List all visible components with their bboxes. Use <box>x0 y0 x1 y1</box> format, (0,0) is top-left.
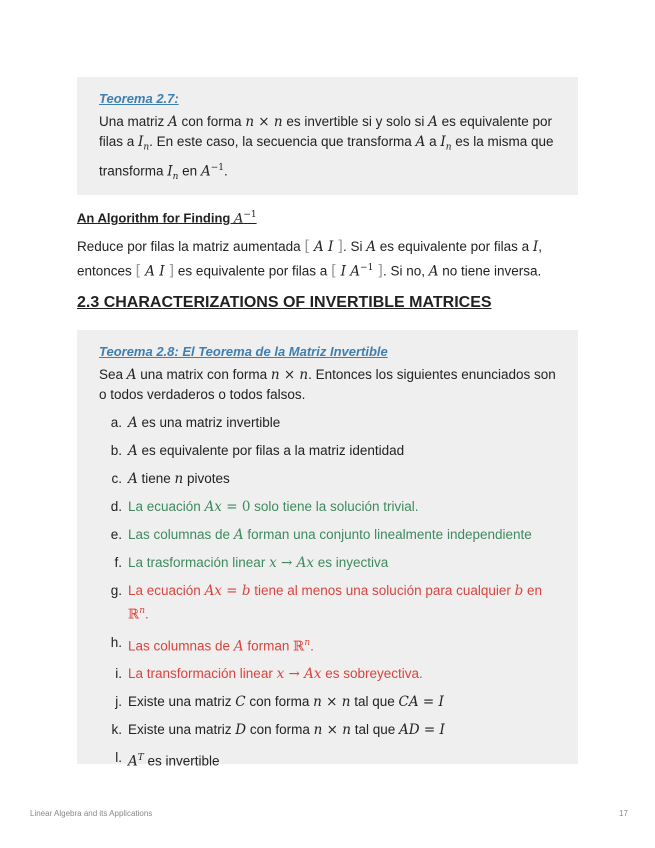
math-sub-n: n <box>445 142 452 153</box>
math: D <box>235 722 247 738</box>
list-item-text <box>128 497 419 517</box>
list-item-text <box>128 525 532 545</box>
text: es equivalente por filas a la matriz identidad <box>137 443 405 458</box>
text: . <box>310 638 314 653</box>
list-item-j <box>99 692 556 712</box>
text: Una matriz <box>99 114 169 129</box>
math: = 0 <box>221 499 251 515</box>
text: pivotes <box>183 471 230 486</box>
math-sup: T <box>137 753 144 763</box>
list-item-d <box>99 497 556 517</box>
text: La transformación linear <box>128 666 277 681</box>
math-A: A <box>126 367 137 383</box>
text: La ecuación <box>128 499 205 514</box>
math-sup-inverse: −1 <box>243 210 257 220</box>
text: Existe una matriz <box>128 694 236 709</box>
list-item-b <box>99 441 556 461</box>
math-augmented: I A <box>340 263 361 280</box>
text: es equivalente por filas a <box>376 239 533 254</box>
math-augmented: A I <box>145 263 165 280</box>
math-augmented: A I <box>314 239 334 255</box>
math-reals: ℝ <box>293 638 305 654</box>
text: Las columnas de <box>128 527 234 542</box>
text: en <box>178 163 201 179</box>
list-item-i <box>99 664 556 684</box>
list-item-h <box>99 633 556 657</box>
math: n × n <box>313 722 351 738</box>
list-letter: i. <box>115 666 122 681</box>
math: Ax = b <box>204 583 251 599</box>
math-A: A <box>233 211 244 227</box>
section-heading: 2.3 CHARACTERIZATIONS OF INVERTIBLE MATRICES <box>77 294 492 311</box>
theorem-2-8-box <box>77 330 578 770</box>
text: Sea <box>99 367 127 382</box>
math-A: A <box>428 114 438 130</box>
list-letter: a. <box>110 415 122 430</box>
text: es equivalente por filas a <box>174 263 332 279</box>
text: Existe una matriz <box>128 722 236 737</box>
statement-list <box>99 413 556 772</box>
math-I: I <box>167 163 173 180</box>
text: una matrix con forma <box>136 367 271 382</box>
math: A <box>128 443 138 459</box>
algorithm-heading <box>77 210 257 226</box>
list-item-g <box>99 581 556 625</box>
math-A: A <box>428 263 439 280</box>
text: forman una conjunto linealmente independiente <box>243 527 532 542</box>
math-A: A <box>415 134 426 150</box>
list-letter: d. <box>110 499 122 514</box>
math: A <box>233 638 244 654</box>
math-sup-inverse: −1 <box>210 162 224 173</box>
text: es invertible si y solo si <box>282 114 429 129</box>
list-letter: h. <box>110 634 122 650</box>
text: An Algorithm for Finding <box>77 210 234 226</box>
list-letter: j. <box>115 694 122 709</box>
math-A: A <box>168 114 178 130</box>
text: . Si no, <box>382 263 429 279</box>
text: con forma <box>177 114 246 129</box>
text: . Entonces los siguientes enunciados son o todos verdaderos o todos falsos. <box>99 367 556 402</box>
list-letter: b. <box>110 443 122 458</box>
math-sub-n: n <box>143 142 150 153</box>
list-item-text <box>128 664 423 684</box>
list-letter: g. <box>110 583 122 598</box>
math: x → Ax <box>276 666 322 682</box>
list-item-text <box>128 469 230 489</box>
list-letter: k. <box>111 722 122 737</box>
theorem-2-7-body <box>99 112 556 187</box>
theorem-2-7-title: Teorema 2.7: <box>99 91 179 106</box>
text: solo tiene la solución trivial. <box>250 499 419 514</box>
algorithm-body <box>77 236 587 283</box>
footer-title: Linear Algebra and its Applications <box>30 809 153 818</box>
math: CA = I <box>398 694 444 710</box>
math: n <box>174 471 184 487</box>
bracket-open: [ <box>331 261 337 280</box>
list-item-text <box>128 633 314 657</box>
math-A: A <box>200 163 211 180</box>
math: n × n <box>313 694 351 710</box>
math-I: I <box>532 239 539 255</box>
text: es la misma que transforma <box>99 134 554 179</box>
list-item-text <box>128 413 280 433</box>
list-item-text <box>128 720 445 740</box>
text: tiene al menos una solución para cualquier <box>250 583 515 598</box>
math-sup: n <box>304 637 311 648</box>
math: AD = I <box>399 722 445 738</box>
math: A <box>233 527 244 543</box>
math-A: A <box>366 239 377 255</box>
list-item-a <box>99 413 556 433</box>
bracket-open: [ <box>135 261 142 280</box>
page-number: 17 <box>619 809 628 818</box>
math-reals: ℝ <box>128 606 140 623</box>
text: La trasformación linear <box>128 555 270 570</box>
bracket-close: ] <box>377 261 383 280</box>
text: con forma <box>245 694 314 709</box>
list-item-f <box>99 553 556 573</box>
text: . Si <box>343 239 367 254</box>
math-sup-inverse: −1 <box>360 263 374 273</box>
list-letter: e. <box>110 527 122 542</box>
theorem-2-8-title: Teorema 2.8: El Teorema de la Matriz Invertible <box>99 344 388 359</box>
list-item-text <box>128 441 404 461</box>
text: Reduce por filas la matriz aumentada <box>77 239 305 254</box>
text: forman <box>243 638 294 653</box>
text: en <box>523 583 543 598</box>
list-letter: f. <box>114 555 122 570</box>
math: A <box>128 753 138 770</box>
text: La ecuación <box>128 583 205 598</box>
math-nxn: n × n <box>270 367 309 383</box>
list-item-text <box>128 748 220 772</box>
theorem-2-7-box <box>77 77 578 195</box>
theorem-2-8-intro <box>99 365 556 405</box>
text: no tiene inversa. <box>438 263 542 279</box>
list-item-text <box>128 553 388 573</box>
math-sub-n: n <box>172 171 179 182</box>
text: Las columnas de <box>128 638 234 653</box>
text: tal que <box>350 722 399 737</box>
math-I: I <box>138 134 144 150</box>
text: es equivalente por filas a <box>99 114 552 149</box>
math: b <box>514 583 524 599</box>
text: , entonces <box>77 239 542 279</box>
text: tal que <box>350 694 399 709</box>
math: A <box>128 471 138 487</box>
text: es invertible <box>143 753 220 769</box>
text: . <box>145 606 149 622</box>
math: A <box>128 415 138 431</box>
list-letter: l. <box>115 750 122 765</box>
list-item-c <box>99 469 556 489</box>
text: con forma <box>246 722 314 737</box>
bracket-close: ] <box>337 237 343 255</box>
text: a <box>425 134 441 149</box>
math-I: I <box>440 134 446 150</box>
math-sup: n <box>139 606 146 616</box>
list-item-text <box>128 692 444 712</box>
list-item-text <box>128 581 556 625</box>
text: . En este caso, la secuencia que transforma <box>149 134 416 149</box>
text: tiene <box>137 471 175 486</box>
text: . <box>223 163 228 179</box>
list-letter: c. <box>111 471 122 486</box>
text: es una matriz invertible <box>137 415 281 430</box>
bracket-open: [ <box>304 237 311 255</box>
list-item-e <box>99 525 556 545</box>
math: Ax <box>204 499 222 515</box>
text: es inyectiva <box>313 555 389 570</box>
math-nxn: n × n <box>245 114 283 130</box>
list-item-l <box>99 748 556 772</box>
math: x → Ax <box>269 555 314 571</box>
math: C <box>235 694 246 710</box>
bracket-close: ] <box>168 261 175 280</box>
list-item-k <box>99 720 556 740</box>
text: es sobreyectiva. <box>321 666 423 681</box>
